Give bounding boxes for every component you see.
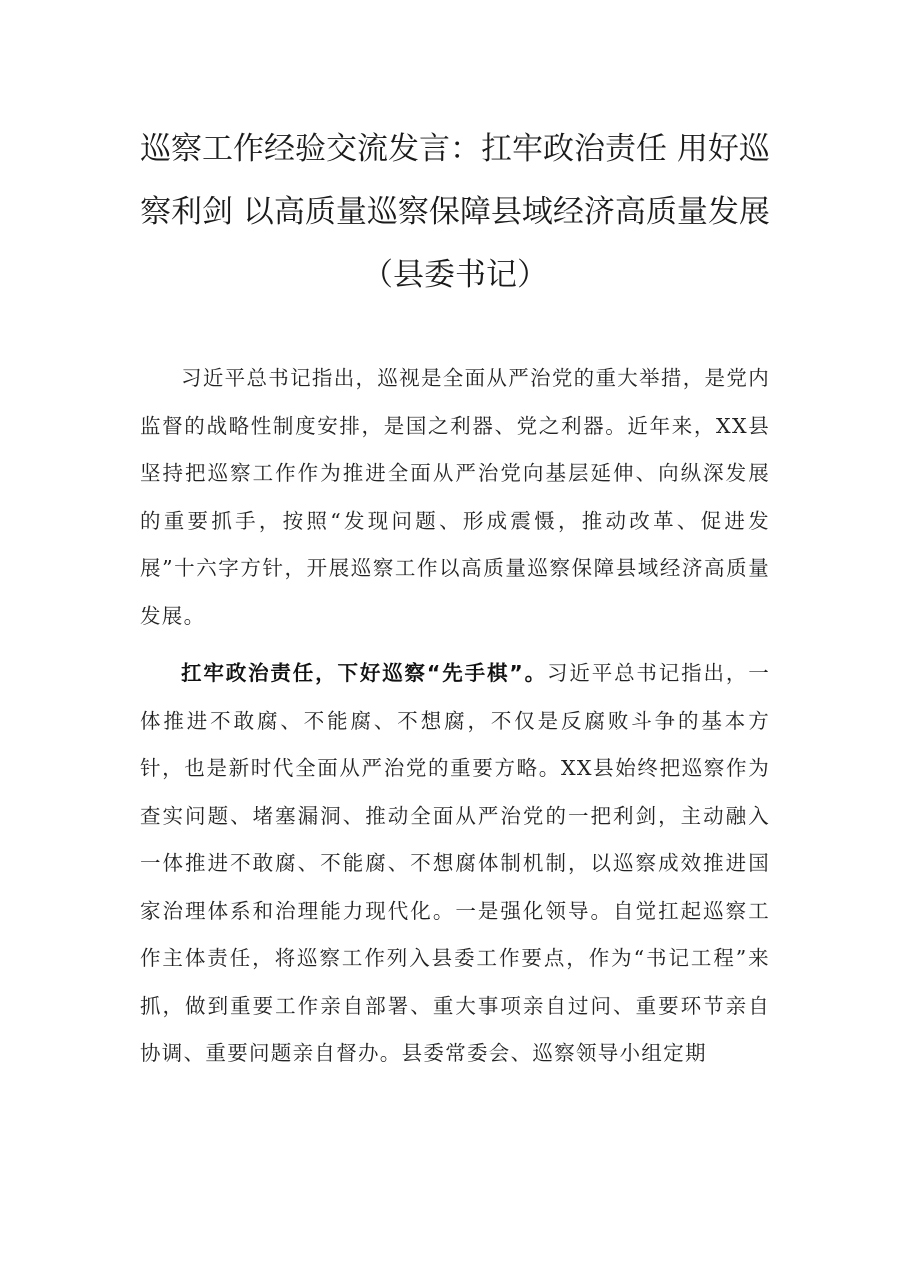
document-title: 巡察工作经验交流发言：扛牢政治责任 用好巡察利剑 以高质量巡察保障县域经济高质量发展（县委书记）	[140, 131, 770, 293]
paragraph-political-responsibility	[140, 650, 770, 1078]
paragraph-lead-heading: 扛牢政治责任，下好巡察“先手棋”。	[181, 661, 547, 685]
paragraph-body-text: 习近平总书记指出，一体推进不敢腐、不能腐、不想腐，不仅是反腐败斗争的基本方针，也是新时代全面从严治党的重要方略。XX县始终把巡察作为查实问题、堵塞漏洞、推动全面从严治党的一把利剑，主动融入一体推进不敢腐、不能腐、不想腐体制机制，以巡察成效推进国家治理体系和治理能力现代化。一是强化领导。自觉扛起巡察工作主体责任，将巡察工作列入县委工作要点，作为“书记工程”来抓，做到重要工作亲自部署、重大事项亲自过问、重要环节亲自协调、重要问题亲自督办。县委常委会、巡察领导小组定期	[140, 661, 771, 1065]
paragraph-intro	[140, 355, 770, 640]
paragraph-intro-text: 习近平总书记指出，巡视是全面从严治党的重大举措，是党内监督的战略性制度安排，是国之利器、党之利器。近年来，XX县坚持把巡察工作作为推进全面从严治党向基层延伸、向纵深发展的重要抓手，按照“发现问题、形成震慑，推动改革、促进发展”十六字方针，开展巡察工作以高质量巡察保障县域经济高质量发展。	[140, 366, 770, 628]
